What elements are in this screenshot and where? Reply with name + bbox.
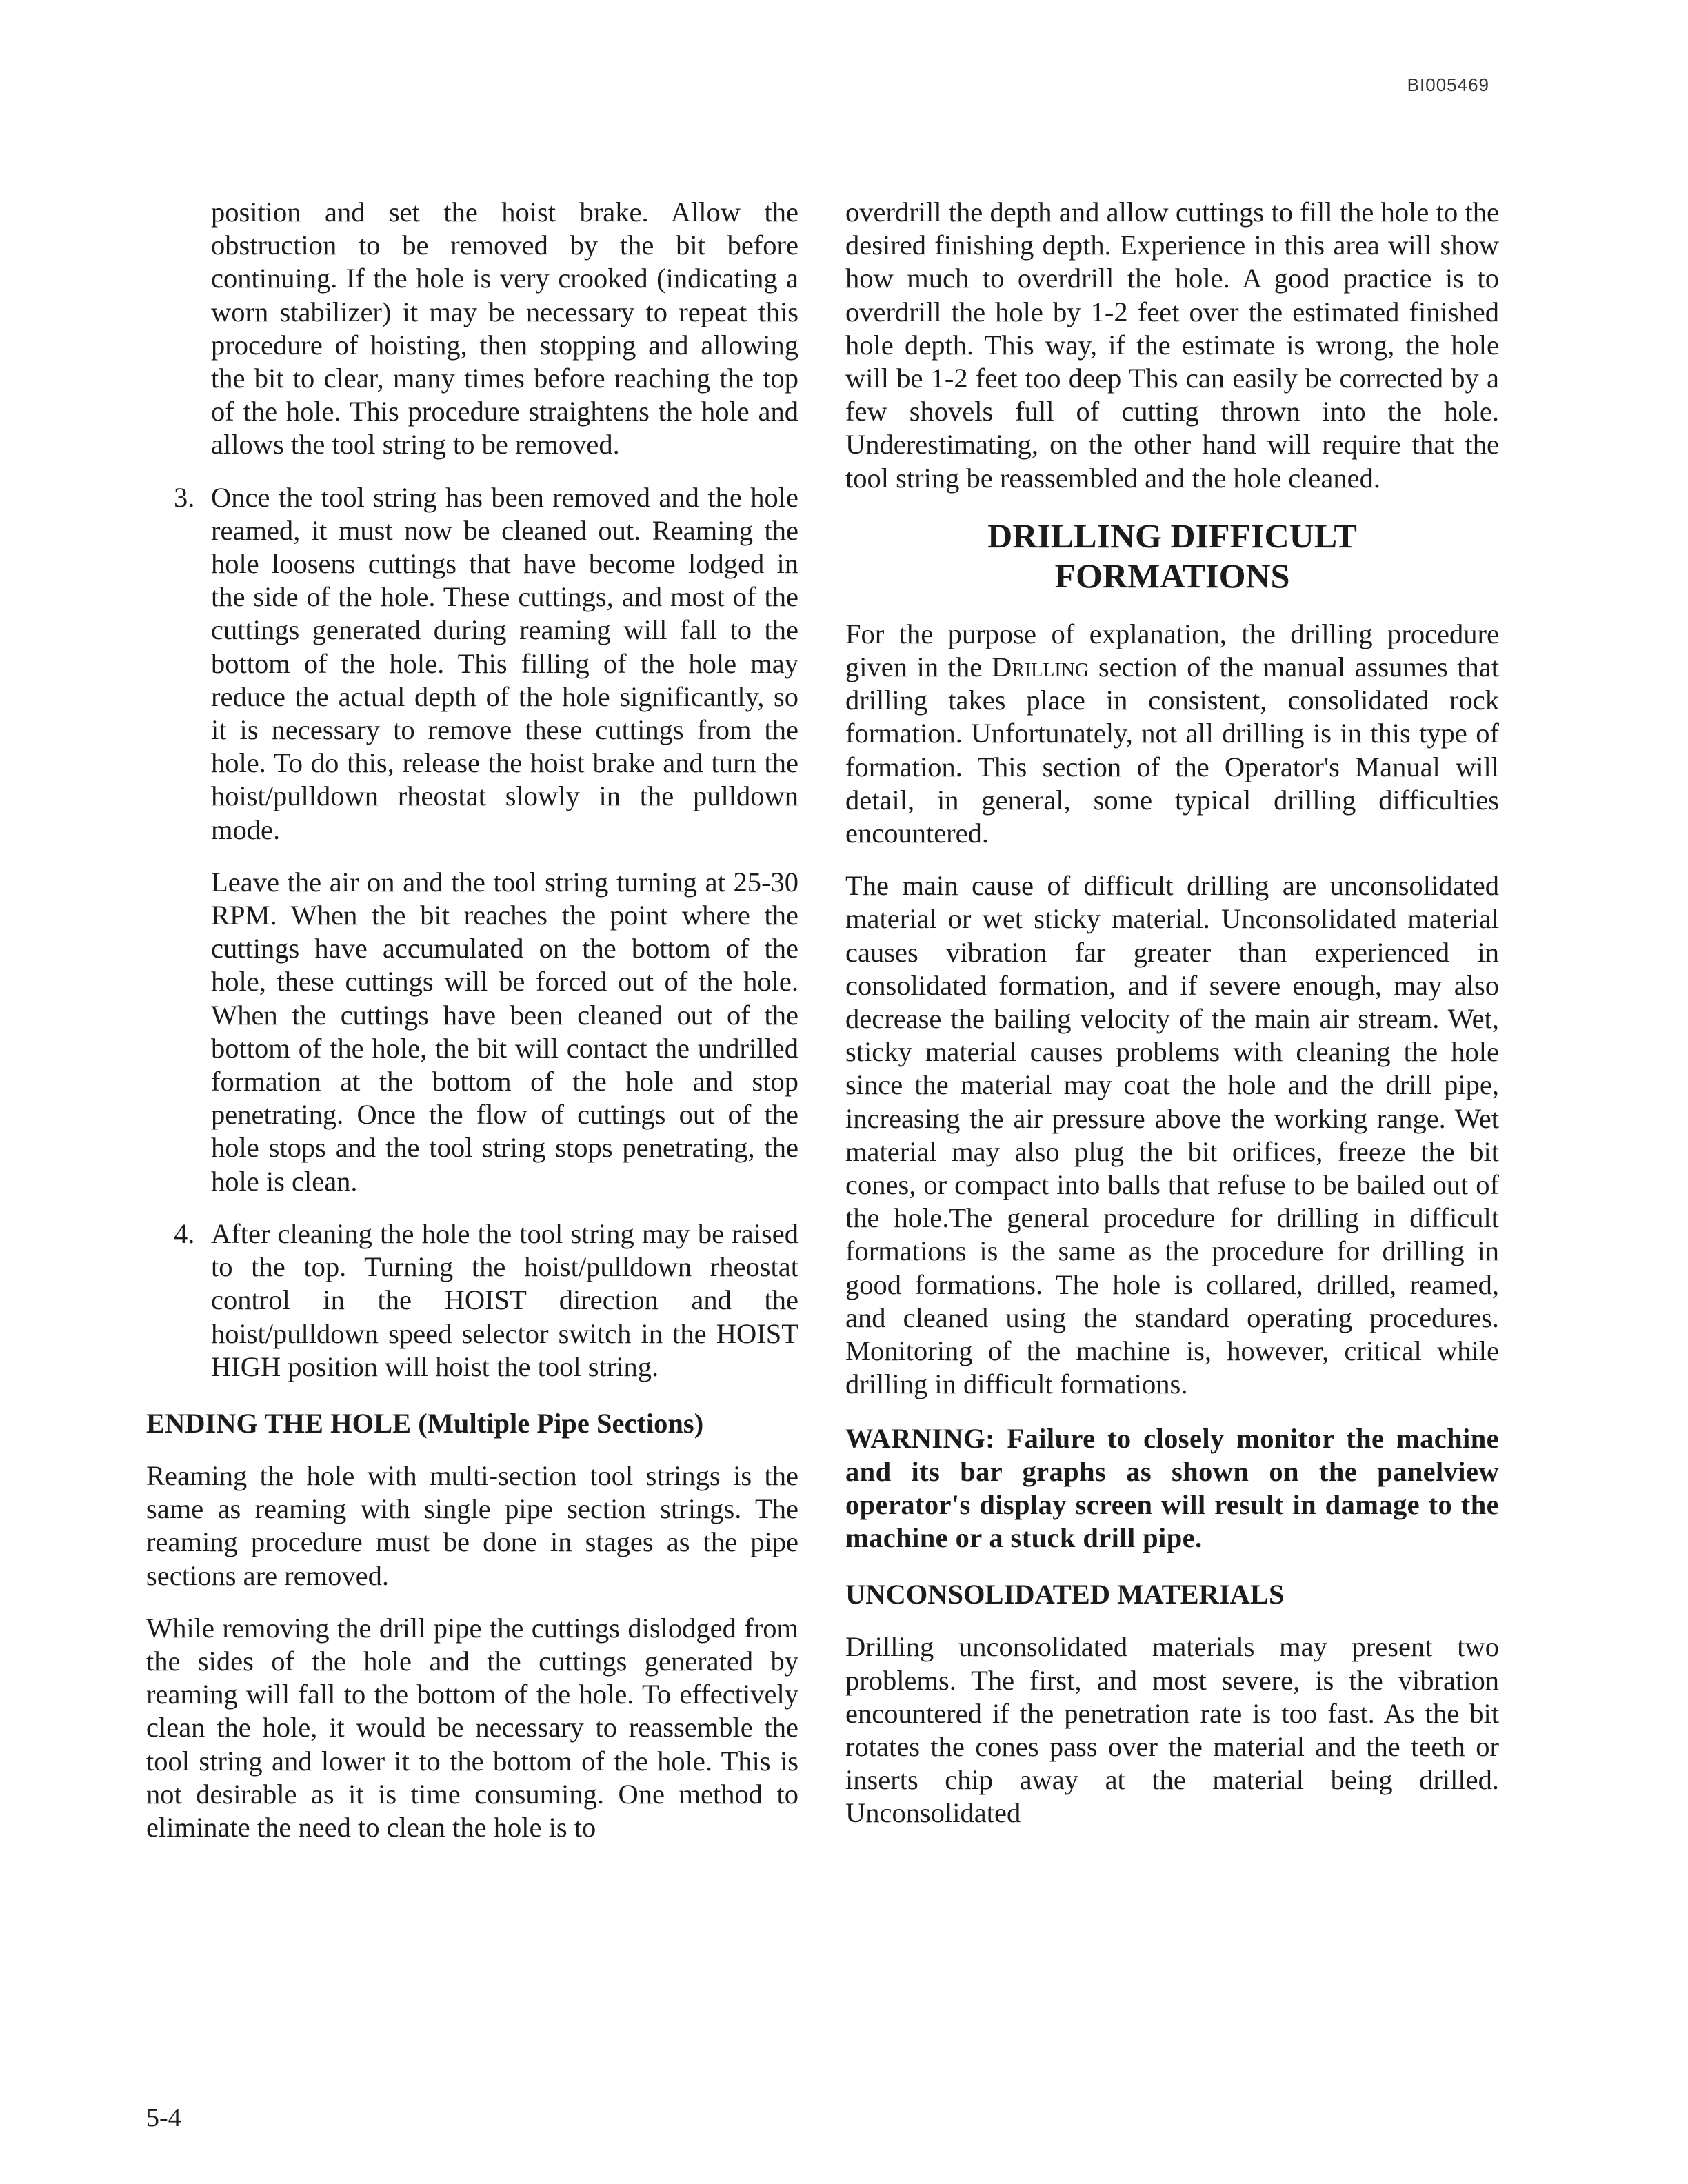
paragraph-hoist-brake: position and set the hoist brake. Allow the obstruction to be removed by the bit before continuing. If the hole is very crooked (indicating a worn stabilizer) it may be necessary to repeat this procedure of hoisting, then stopping and allowing the bit to clear, many times before reaching the top of the hole. This procedure straightens the hole and allows the tool string to be removed.	[211, 196, 798, 461]
step-3-number: 3.	[174, 481, 195, 513]
right-column	[845, 196, 1499, 1830]
step-4-number: 4.	[174, 1217, 195, 1249]
purpose-text-a: For the purpose of explanation, the drilling procedure given in the	[845, 618, 1499, 683]
paragraph-removing-pipe: While removing the drill pipe the cuttings dislodged from the sides of the hole and the cuttings generated by reaming will fall to the bottom of the hole. To effectively clean the hole, it would be necessary to reassemble the tool string and lower it to the bottom of the hole. This is not desirable as it is time consuming. One method to eliminate the need to clean the hole is to	[146, 1612, 798, 1843]
step-3-text: Once the tool string has been removed and the hole reamed, it must now be cleaned out. Reaming the hole loosens cuttings that have become lodged in the side of the hole. These cuttings, and most of the cuttings generated during reaming will fall to the bottom of the hole. This filling of the hole may reduce the actual depth of the hole significantly, so it is necessary to remove these cuttings from the hole. To do this, release the hoist brake and turn the hoist/pulldown rheostat slowly in the pulldown mode.	[211, 481, 798, 845]
drilling-section-ref: Drilling	[991, 651, 1089, 683]
paragraph-main-cause: The main cause of difficult drilling are unconsolidated material or wet sticky material. Unconsolidated material causes vibration far greater than experienced in consolidated formation, and if severe enough, may also decrease the bailing velocity of the main air stream. Wet, sticky material causes problems with cleaning the hole since the material may coat the hole and the drill pipe, increasing the air pressure above the working range. Wet material may also plug the bit orifices, freeze the bit cones, or compact into balls that refuse to be bailed out of the hole.The general procedure for drilling in difficult formations is the same as the procedure for drilling in good formations. The hole is collared, drilled, reamed, and cleaned using the standard operating procedures. Monitoring of the machine is, however, critical while drilling in difficult formations.	[845, 870, 1499, 1400]
heading-unconsolidated-materials: UNCONSOLIDATED MATERIALS	[845, 1579, 1285, 1610]
page-number: 5-4	[146, 2103, 181, 2132]
step-4-text: After cleaning the hole the tool string may be raised to the top. Turning the hoist/pulldown rheostat control in the HOIST direction and the hoist/pulldown speed selector switch in the HOIST HIGH position will hoist the tool string.	[211, 1217, 798, 1382]
warning-text: WARNING: Failure to closely monitor the machine and its bar graphs as shown on the panelview operator's display screen will result in damage to the machine or a stuck drill pipe.	[845, 1422, 1499, 1554]
paragraph-reaming: Reaming the hole with multi-section tool strings is the same as reaming with single pipe section strings. The reaming procedure must be done in stages as the pipe sections are removed.	[146, 1459, 798, 1591]
paragraph-unconsolidated: Drilling unconsolidated materials may present two problems. The first, and most severe, is the vibration encountered if the penetration rate is too fast. As the bit rotates the cones pass over the material and the teeth or inserts chip away at the material being drilled. Unconsolidated	[845, 1631, 1499, 1829]
paragraph-overdrill: overdrill the depth and allow cuttings to fill the hole to the desired finishing depth. Experience in this area will show how much to overdrill the hole. A good practice is to overdrill the hole by 1-2 feet over the estimated finished hole depth. This way, if the estimate is wrong, the hole will be 1-2 feet too deep This can easily be corrected by a few shovels full of cutting thrown into the hole. Underestimating, on the other hand will require that the tool string be reassembled and the hole cleaned.	[845, 196, 1499, 494]
step-3	[146, 481, 798, 847]
step-3-continuation: Leave the air on and the tool string turning at 25-30 RPM. When the bit reaches the point where the cuttings have accumulated on the bottom of the hole, these cuttings will be forced out of the hole. When the cuttings have been cleaned out of the bottom of the hole, the bit will contact the undrilled formation at the bottom of the hole and stop penetrating. Once the flow of cuttings out of the hole stops and the tool string stops penetrating, the hole is clean.	[211, 866, 798, 1197]
paragraph-purpose	[845, 618, 1499, 850]
heading-ending-the-hole: ENDING THE HOLE (Multiple Pipe Sections)	[146, 1407, 704, 1439]
heading-line-2: FORMATIONS	[1054, 556, 1290, 595]
document-id: BI005469	[1407, 74, 1489, 95]
left-column	[146, 196, 798, 1844]
heading-line-1: DRILLING DIFFICULT	[987, 516, 1357, 555]
heading-drilling-difficult-formations	[845, 516, 1499, 596]
step-4	[146, 1217, 798, 1384]
purpose-text-b: section of the manual assumes that drilling takes place in consistent, consolidated rock formation. Unfortunately, not all drilling is in this type of formation. This section of the Operator's Manual will detail, in general, some typical drilling difficulties encountered.	[845, 651, 1499, 849]
